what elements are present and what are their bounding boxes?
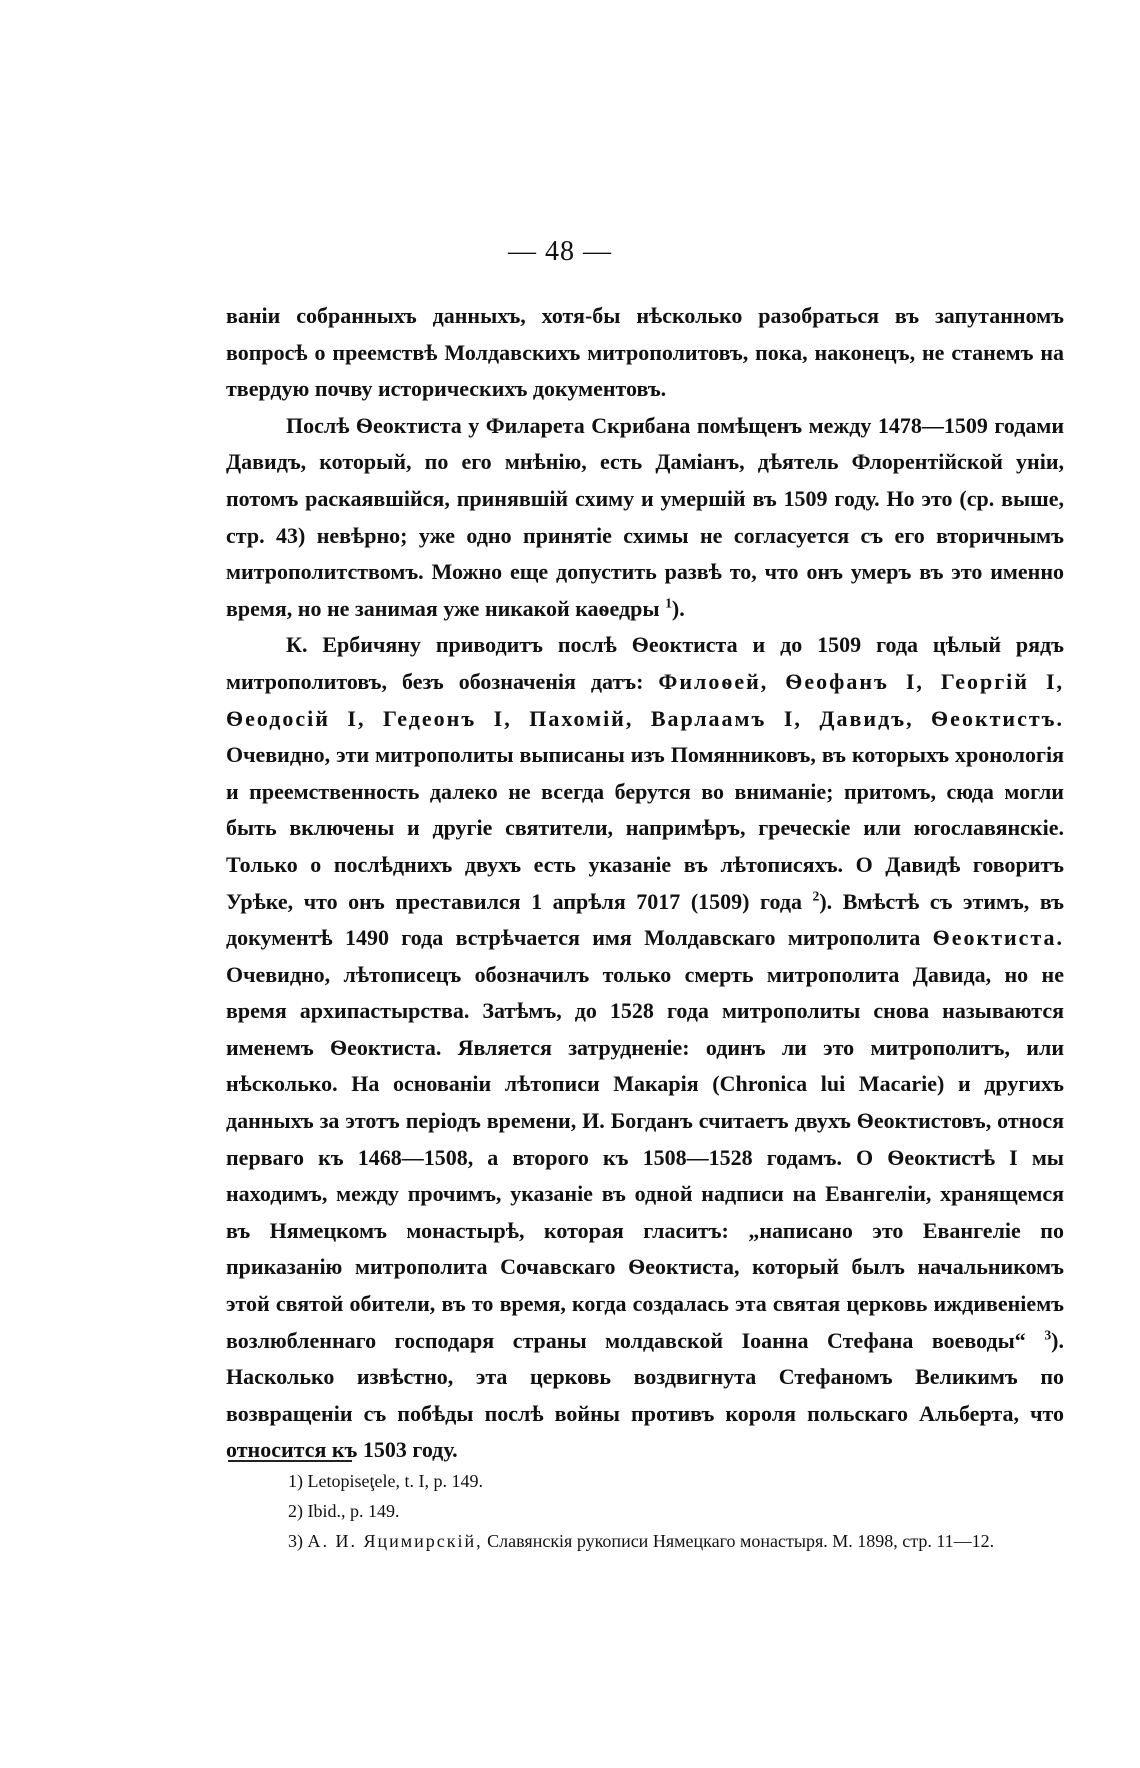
footnote-marker: 3) bbox=[288, 1531, 303, 1551]
footnote-item bbox=[228, 1496, 1064, 1526]
footnote-marker: 2) bbox=[288, 1501, 303, 1521]
paragraph bbox=[226, 298, 1064, 408]
footnote-ref: 2 bbox=[812, 888, 820, 904]
closing-paren: ). bbox=[671, 595, 685, 621]
footnote-author: А. И. Яцимирскій, bbox=[307, 1531, 483, 1551]
paragraph-text: К. Ербичяну приводитъ послѣ Ѳеоктиста и до 1509 года цѣлый рядъ митрополитовъ, безъ обозначенія датъ: bbox=[226, 632, 1064, 694]
main-text bbox=[226, 298, 1064, 1469]
footnotes bbox=[228, 1466, 1064, 1556]
paragraph bbox=[226, 408, 1064, 628]
paragraph-text: Очевидно, лѣтописецъ обозначилъ только смерть митрополита Давида, но не время архипастырства. Затѣмъ, до 1528 года митрополиты снова называются именемъ Ѳеоктиста. Является затрудненіе: одинъ ли это митрополитъ, или нѣсколько. На основаніи лѣтописи Макарія (Chronica lui Macarie) и другихъ данныхъ за этотъ періодъ времени, И. Богданъ считаетъ двухъ Ѳеоктистовъ, относя перваго къ 1468—1508, а второго къ 1508—1528 годамъ. О Ѳеоктистѣ I мы находимъ, между прочимъ, указаніе въ одной надписи на Евангеліи, хранящемся въ Нямецкомъ монастырѣ, которая гласитъ: „написано это Евангеліе по приказанію митрополита Сочавскаго Ѳеоктиста, который былъ начальникомъ этой святой обители, въ то время, когда создалась эта святая церковь иждивеніемъ возлюбленнаго господаря страны молдавской Іоанна Стефана воеводы“ bbox=[226, 961, 1064, 1353]
metropolitans-list: Филоѳей, Ѳеофанъ I, Георгій I, Ѳеодосій I, Гедеонъ I, Пахомій, Варлаамъ I, Давидъ, Ѳеоктистъ. bbox=[226, 668, 1065, 731]
paragraph-text: Послѣ Ѳеоктиста у Филарета Скрибана помѣщенъ между 1478—1509 годами Давидъ, который, по его мнѣнію, есть Даміанъ, дѣятель Флорентійской уніи, потомъ раскаявшійся, принявшій схиму и умершій въ 1509 году. Но это (ср. выше, стр. 43) невѣрно; уже одно принятіе схимы не согласуется съ его вторичнымъ митрополитствомъ. Можно еще допустить развѣ то, что онъ умеръ въ это именно время, но не занимая уже никакой каѳедры bbox=[226, 412, 1064, 621]
footnote-item bbox=[228, 1526, 1064, 1556]
paragraph-text: Очевидно, эти митрополиты выписаны изъ Помянниковъ, въ которыхъ хронологія и преемственность далеко не всегда берутся во вниманіе; притомъ, сюда могли быть включены и другіе святители, напримѣръ, греческіе или югославянскіе. Только о послѣднихъ двухъ есть указаніе въ лѣтописяхъ. О Давидѣ говоритъ Урѣке, что онъ преставился 1 апрѣля 7017 (1509) года bbox=[226, 742, 1064, 914]
footnote-ref: 3 bbox=[1044, 1327, 1052, 1343]
footnote-text: Letopiseţele, t. I, p. 149. bbox=[307, 1471, 483, 1491]
paragraph: К. Ербичяну приводитъ послѣ Ѳеоктиста и до 1509 года цѣлый рядъ митрополитовъ, безъ обозначенія датъ: Филоѳей, Ѳеофанъ I, Георгій I, Ѳеодосій I, Гедеонъ I, Пахомій, Варлаамъ I, Давидъ, Ѳеоктистъ. Очевидно, эти митрополиты выписаны изъ Помянниковъ, въ которыхъ хронологія и преемственность далеко не всегда берутся во вниманіе; притомъ, сюда могли быть включены и другіе святители, напримѣръ, греческіе или югославянскіе. Только о послѣднихъ двухъ есть указаніе въ лѣтописяхъ. О Давидѣ говоритъ Урѣке, что онъ преставился 1 апрѣля 7017 (1509) года $^2$). Вмѣстѣ съ этимъ, въ документѣ 1490 года встрѣчается имя Молдавскаго митрополита Ѳеоктиста. Очевидно, лѣтописецъ обозначилъ только смерть митрополита Давида, но не время архипастырства. Затѣмъ, до 1528 года митрополиты снова называются именемъ Ѳеоктиста. Является затрудненіе: одинъ ли это митрополитъ, или нѣсколько. На основаніи лѣтописи Макарія (Chronica lui Macarie) и другихъ данныхъ за этотъ періодъ времени, И. Богданъ считаетъ двухъ Ѳеоктистовъ, относя перваго къ 1468—1508, а второго къ 1508—1528 годамъ. О Ѳеоктистѣ I мы находимъ, между прочимъ, указаніе въ одной надписи на Евангеліи, хранящемся въ Нямецкомъ монастырѣ, которая гласитъ: „написано это Евангеліе по приказанію митрополита Сочавскаго Ѳеоктиста, который былъ начальникомъ этой святой обители, въ то время, когда создалась эта святая церковь иждивеніемъ возлюбленнаго господаря страны молдавской Іоанна Стефана воеводы“ $^3$). Насколько извѣстно, эта церковь воздвигнута Стефаномъ Великимъ по возвращеніи съ побѣды послѣ войны противъ короля польскаго Альберта, что относится къ 1503 году. bbox=[226, 632, 1065, 1463]
footnote-divider bbox=[228, 1460, 352, 1462]
page-number: — 48 — bbox=[508, 236, 612, 267]
footnote-item bbox=[228, 1466, 1064, 1496]
paragraph-text: ваніи собранныхъ данныхъ, хотя-бы нѣсколько разобраться въ запутанномъ вопросѣ о преемствѣ Молдавскихъ митрополитовъ, пока, наконецъ, не станемъ на твердую почву историческихъ документовъ. bbox=[226, 303, 1064, 402]
footnote-marker: 1) bbox=[288, 1471, 303, 1491]
footnote-text: Славянскія рукописи Нямецкаго монастыря. М. 1898, стр. 11—12. bbox=[487, 1531, 995, 1551]
footnote-ref: 1 bbox=[665, 595, 672, 611]
footnote-text: Ibid., p. 149. bbox=[307, 1501, 400, 1521]
paragraph-text: Вмѣстѣ съ этимъ, въ документѣ 1490 года встрѣчается имя Молдавскаго митрополита bbox=[226, 888, 1065, 951]
paragraph-text: Насколько извѣстно, эта церковь воздвигнута Стефаномъ Великимъ по возвращеніи съ побѣды послѣ войны противъ короля польскаго Альберта, что относится къ 1503 году. bbox=[226, 1364, 1064, 1463]
theoktist-name: Ѳеоктиста. bbox=[932, 925, 1065, 951]
